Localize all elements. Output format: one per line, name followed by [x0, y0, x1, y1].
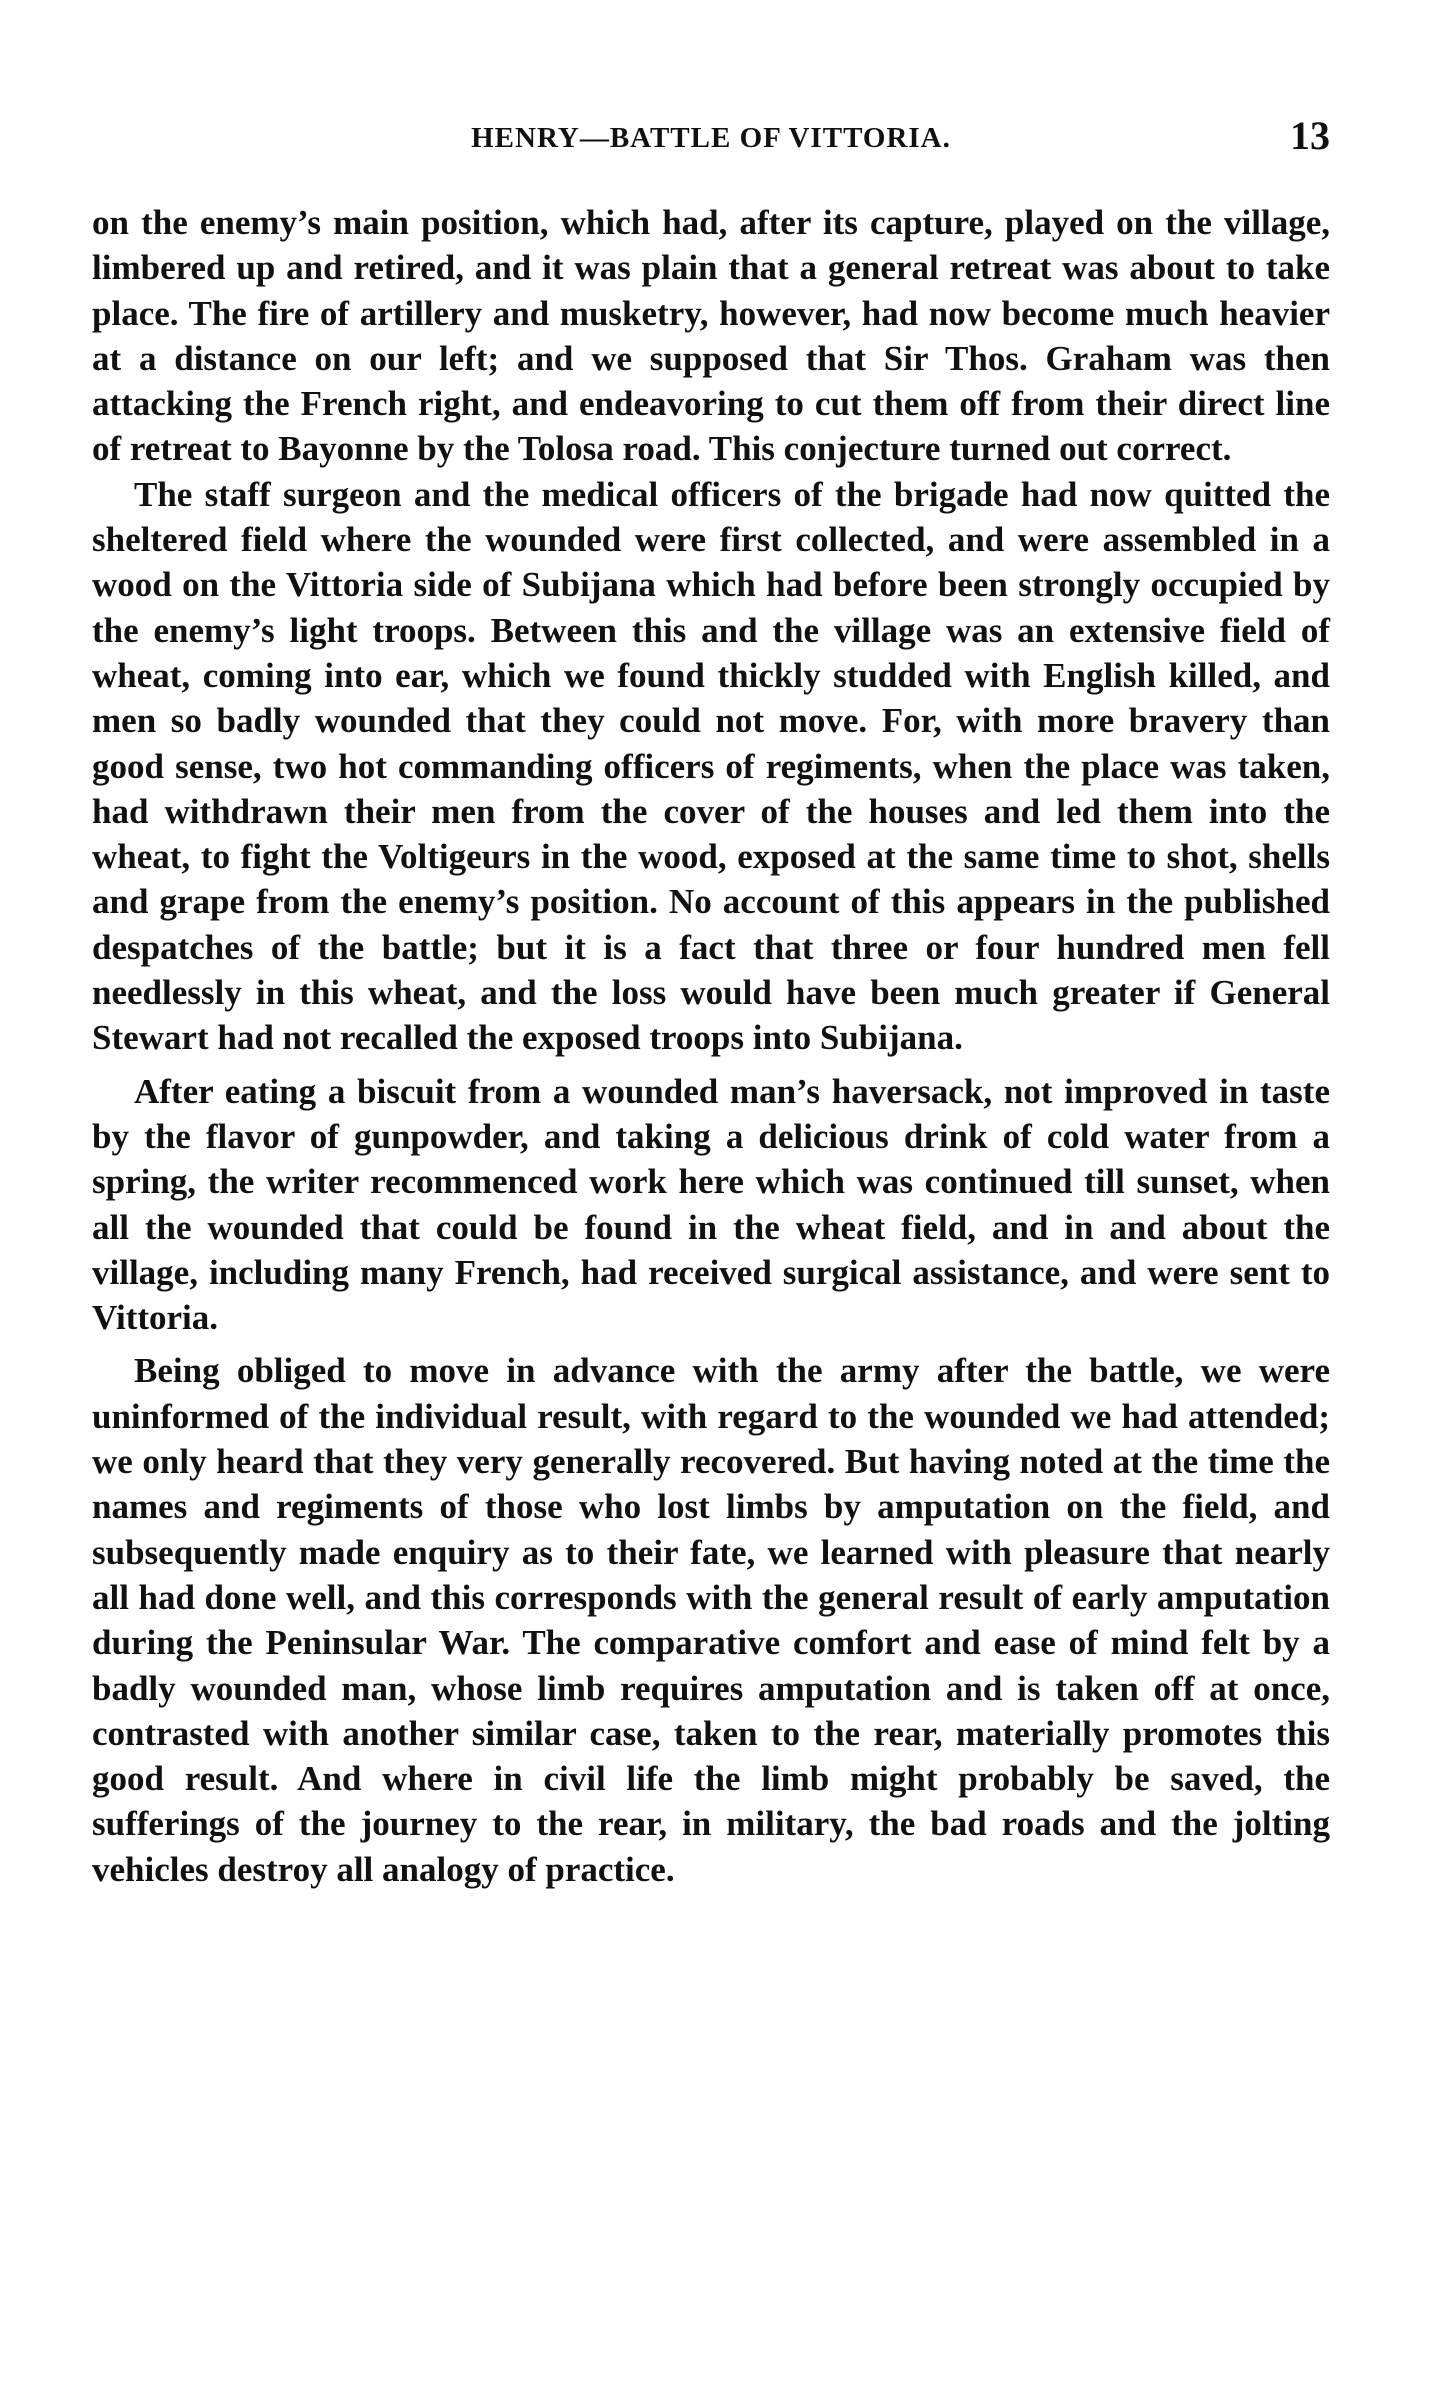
paragraph-4: Being obliged to move in advance with the army after the battle, we were uninformed of the individual result, with regard to the wounded we had attended; we only heard that they very generally recovered. But having noted at the time the names and regiments of those who lost limbs by amputation on the field, and subsequently made enquiry as to their fate, we learned with pleasure that nearly all had done well, and this corresponds with the general result of early amputation during the Peninsular War. The comparative comfort and ease of mind felt by a badly wounded man, whose limb requires amputation and is taken off at once, contrasted with another similar case, taken to the rear, materially promotes this good result. And where in civil life the limb might probably be saved, the sufferings of the journey to the rear, in military, the bad roads and the jolting vehicles destroy all analogy of practice. — [92, 1351, 1330, 1889]
page-number: 13 — [1290, 113, 1330, 158]
page-header — [92, 113, 1330, 166]
paragraph-3: After eating a biscuit from a wounded man’s haversack, not improved in taste by the flavor of gunpowder, and taking a delicious drink of cold water from a spring, the writer recommenced work here which was continued till sunset, when all the wounded that could be found in the wheat field, and in and about the village, including many French, had received surgical assistance, and were sent to Vittoria. — [92, 1071, 1330, 1338]
paragraph-1: on the enemy’s main position, which had, after its capture, played on the village, limbered up and retired, and it was plain that a general retreat was about to take place. The fire of artillery and musketry, however, had now become much heavier at a distance on our left; and we supposed that Sir Thos. Graham was then attacking the French right, and endeavoring to cut them off from their direct line of retreat to Bayonne by the Tolosa road. This conjecture turned out correct. — [92, 203, 1330, 469]
body-text — [92, 200, 1330, 1892]
paragraph-2: The staff surgeon and the medical officers of the brigade had now quitted the sheltered field where the wounded were first collected, and were assembled in a wood on the Vittoria side of Subijana which had before been strongly occupied by the enemy’s light troops. Between this and the village was an extensive field of wheat, coming into ear, which we found thickly studded with English killed, and men so badly wounded that they could not move. For, with more bravery than good sense, two hot commanding officers of regiments, when the place was taken, had withdrawn their men from the cover of the houses and led them into the wheat, to fight the Voltigeurs in the wood, exposed at the same time to shot, shells and grape from the enemy’s position. No account of this appears in the published despatches of the battle; but it is a fact that three or four hundred men fell needlessly in this wheat, and the loss would have been much greater if General Stewart had not recalled the exposed troops into Subijana. — [92, 474, 1330, 1058]
running-head: HENRY—BATTLE OF VITTORIA. — [471, 122, 951, 154]
